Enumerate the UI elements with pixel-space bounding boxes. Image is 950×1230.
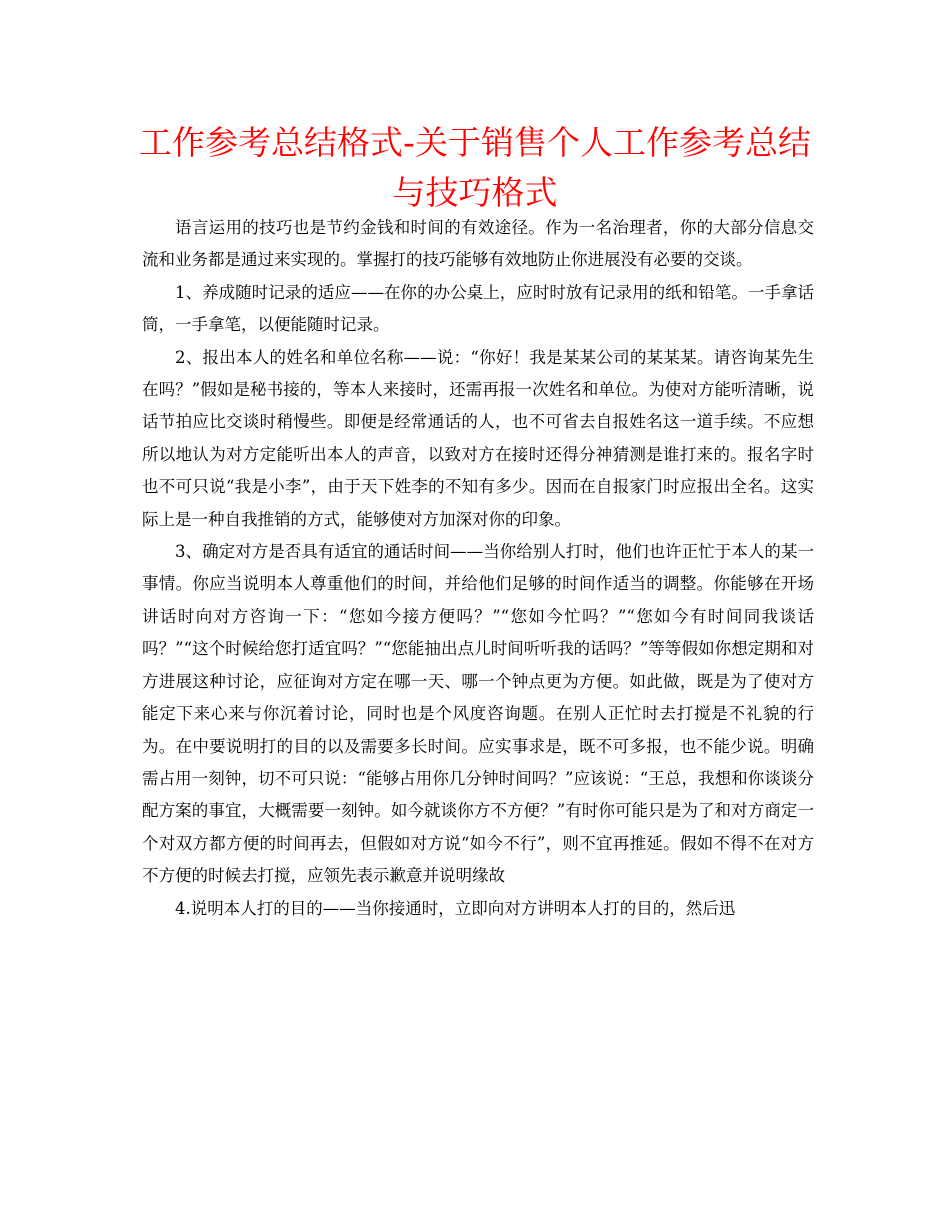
paragraph-2: 2、报出本人的姓名和单位名称——说：“你好！我是某某公司的某某某。请咨询某先生在吗？”假如是秘书接的，等本人来接时，还需再报一次姓名和单位。为使对方能听清晰，说话节拍应比交谈时稍慢些。即便是经常通话的人，也不可省去自报姓名这一道手续。不应想所以地认为对方定能听出本人的声音，以致对方在接时还得分神猜测是谁打来的。报名字时也不可只说“我是小李”，由于天下姓李的不知有多少。因而在自报家门时应报出全名。这实际上是一种自我推销的方式，能够使对方加深对你的印象。 <box>142 347 814 529</box>
paragraph-3: 3、确定对方是否具有适宜的通话时间——当你给别人打时，他们也许正忙于本人的某一事情。你应当说明本人尊重他们的时间，并给他们足够的时间作适当的调整。你能够在开场讲话时向对方咨询一下：“您如今接方便吗？”“您如今忙吗？”“您如今有时间同我谈话吗？”“这个时候给您打适宜吗？”“您能抽出点儿时间听听我的话吗？”等等假如你想定期和对方进展这种讨论，应征询对方定在哪一天、哪一个钟点更为方便。如此做，既是为了使对方能定下来心来与你沉着讨论，同时也是个风度咨询题。在别人正忙时去打搅是不礼貌的行为。在中要说明打的目的以及需要多长时间。应实事求是，既不可多报，也不能少说。明确需占用一刻钟，切不可只说：“能够占用你几分钟时间吗？”应该说：“王总，我想和你谈谈分配方案的事宜，大概需要一刻钟。如今就谈你方不方便？”有时你可能只是为了和对方商定一个对双方都方便的时间再去，但假如对方说“如今不行”，则不宜再推延。假如不得不在对方不方便的时候去打搅，应领先表示歉意并说明缘故 <box>142 542 814 886</box>
paragraph-intro: 语言运用的技巧也是节约金钱和时间的有效途径。作为一名治理者，你的大部分信息交流和业务都是通过来实现的。掌握打的技巧能够有效地防止你进展没有必要的交谈。 <box>142 218 814 270</box>
paragraph-4: 4.说明本人打的目的——当你接通时，立即向对方讲明本人打的目的，然后迅 <box>175 898 736 918</box>
paragraph-1: 1、养成随时记录的适应——在你的办公桌上，应时时放有记录用的纸和铅笔。一手拿话筒，一手拿笔，以便能随时记录。 <box>142 282 814 335</box>
document-body <box>142 212 814 925</box>
document-title: 工作参考总结格式-关于销售个人工作参考总结与技巧格式 <box>139 123 811 212</box>
